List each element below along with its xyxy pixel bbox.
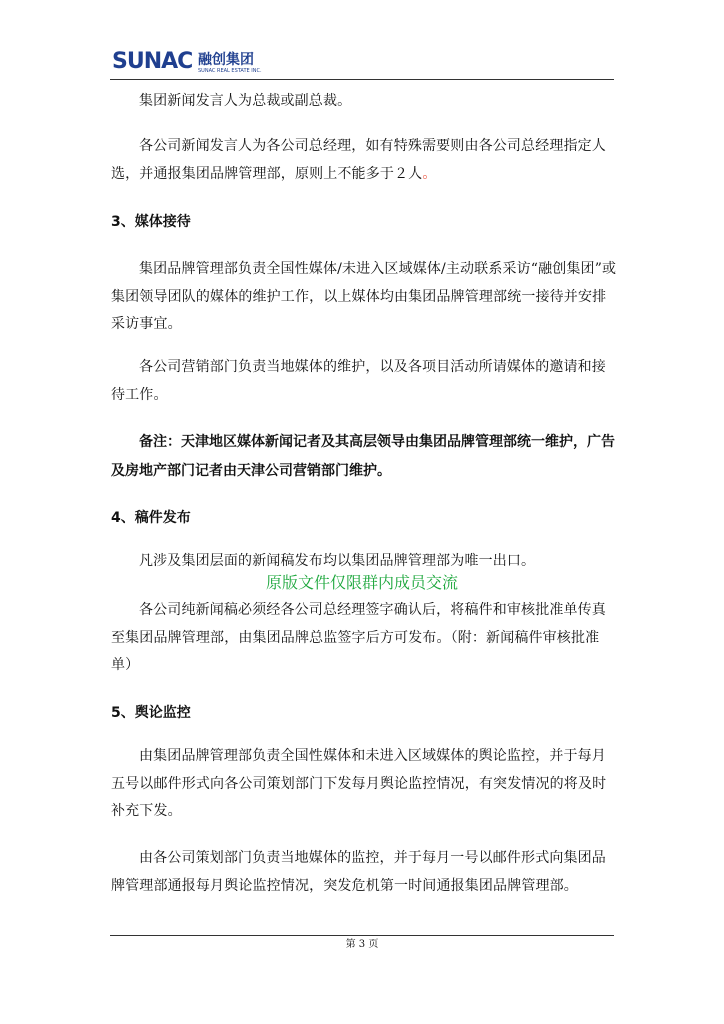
paragraph-release-approval: 各公司纯新闻稿必须经各公司总经理签字确认后，将稿件和审核批准单传真至集团品牌管理部，由集团品牌总监签字后方可发布。（附：新闻稿件审核批准单） [111, 602, 606, 673]
paragraph-spokesperson-company-text: 各公司新闻发言人为各公司总经理，如有特殊需要则由各公司总经理指定人选，并通报集团品牌管理部，原则上不能多于２人 [111, 138, 606, 182]
paragraph-media-local: 各公司营销部门负责当地媒体的维护，以及各项目活动所请媒体的邀请和接待工作。 [111, 359, 606, 403]
watermark-text: 原版文件仅限群内成员交流 [265, 573, 458, 592]
footer-divider [110, 935, 614, 936]
section-heading-media-reception: 3、媒体接待 [111, 214, 191, 230]
paragraph-media-national: 集团品牌管理部负责全国性媒体/未进入区域媒体/主动联系采访“融创集团”或集团领导团队的媒体的维护工作，以上媒体均由集团品牌管理部统一接待并安排采访事宜。 [111, 261, 617, 332]
note-tianjin-media: 备注：天津地区媒体新闻记者及其高层领导由集团品牌管理部统一维护，广告及房地产部门记者由天津公司营销部门维护。 [111, 434, 615, 479]
logo-english-name: SUNAC REAL ESTATE INC. [198, 68, 262, 74]
logo-wordmark: SUNAC [112, 49, 193, 74]
paragraph-monitoring-group: 由集团品牌管理部负责全国性媒体和未进入区域媒体的舆论监控，并于每月五号以邮件形式向各公司策划部门下发每月舆论监控情况，有突发情况的将及时补充下发。 [111, 748, 607, 819]
sunac-logo [112, 50, 292, 80]
section-heading-release: 4、稿件发布 [111, 510, 191, 526]
header-divider [110, 79, 614, 80]
red-period: 。 [422, 165, 437, 182]
logo-chinese-name: 融创集团 [198, 52, 254, 68]
page-number: 第 3 页 [345, 939, 379, 950]
paragraph-monitoring-company: 由各公司策划部门负责当地媒体的监控，并于每月一号以邮件形式向集团品牌管理部通报每月舆论监控情况，突发危机第一时间通报集团品牌管理部。 [111, 850, 606, 894]
paragraph-spokesperson-company [111, 133, 617, 188]
paragraph-spokesperson-group: 集团新闻发言人为总裁或副总裁。 [139, 93, 352, 109]
paragraph-release-channel: 凡涉及集团层面的新闻稿发布均以集团品牌管理部为唯一出口。 [139, 553, 536, 569]
section-heading-monitoring: 5、舆论监控 [111, 705, 191, 721]
